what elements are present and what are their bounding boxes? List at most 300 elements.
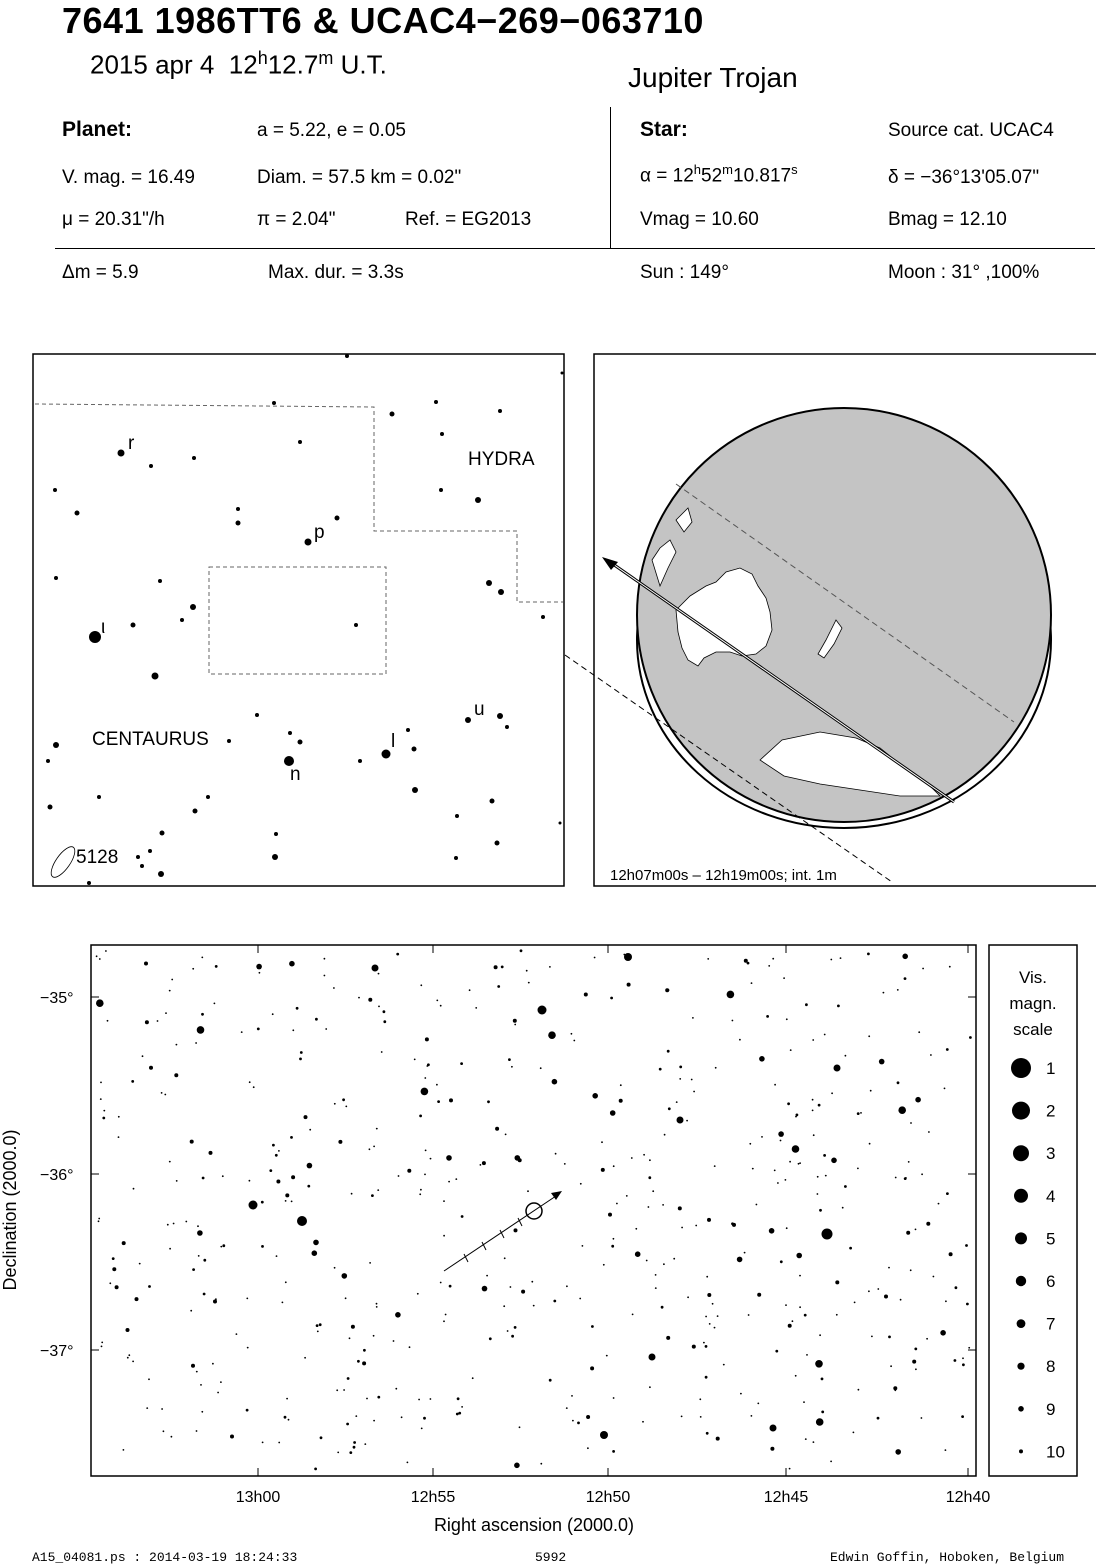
field-star [115,1285,119,1289]
legend-label-10: 10 [1046,1442,1065,1462]
magnitude-legend [989,945,1077,1476]
ra-h-unit: h [693,162,702,177]
field-star [586,1415,590,1419]
field-star [868,1290,870,1292]
field-star [888,1267,890,1269]
legend-dot-5 [1015,1232,1027,1244]
field-star [333,987,335,989]
field-star [373,1420,375,1422]
field-star [253,1086,255,1088]
legend-dot-7 [1017,1319,1026,1328]
field-star [580,1183,582,1185]
field-star [307,1163,313,1169]
path-direction-arrow [602,557,618,570]
field-star [497,985,500,988]
field-star [857,1112,860,1115]
field-star [707,1293,711,1297]
field-star [495,1127,499,1131]
field-star [613,1397,615,1399]
field-star [220,1246,222,1248]
field-star [643,1154,645,1156]
field-star [553,1300,556,1303]
event-date: 2015 apr 4 [90,49,215,80]
field-star [313,1240,319,1246]
field-star [425,1037,429,1041]
legend-dot-3 [1013,1145,1029,1161]
field-star [257,1028,260,1031]
field-star [420,984,422,986]
field-star [292,1029,294,1031]
field-star [668,1107,671,1110]
page-title: 7641 1986TT6 & UCAC4−269−063710 [62,0,704,41]
field-star [573,1040,575,1042]
field-star [821,1378,824,1381]
field-star [417,1293,419,1295]
field-star [752,1168,754,1170]
field-star [676,1101,678,1103]
field-star [830,959,832,961]
field-star [446,1155,452,1161]
field-star [139,1263,141,1265]
field-star [169,1161,171,1163]
field-star [555,1153,557,1155]
field-star [222,1244,225,1247]
field-star [552,1079,558,1085]
field-star [461,1406,463,1408]
field-star [230,1435,234,1439]
field-star [520,949,523,952]
legend-label-1: 1 [1046,1059,1056,1078]
field-star [426,1065,428,1067]
field-star [774,1170,776,1172]
field-star [549,1379,552,1382]
field-star [858,1389,860,1391]
field-star [860,1112,862,1114]
field-star [203,1293,206,1296]
field-star [201,957,203,959]
field-star [291,1175,295,1179]
field-star [766,1015,769,1018]
field-star [338,1140,342,1144]
field-star [655,1274,657,1276]
field-star [572,1420,574,1422]
field-star [582,1245,584,1247]
field-star [780,1140,782,1142]
bright-field-star [770,1425,777,1432]
field-star [135,1297,139,1301]
field-star [487,1100,490,1103]
field-star [898,1106,906,1114]
field-star [940,1330,946,1336]
field-star [456,1413,459,1416]
field-star [681,1227,683,1229]
star-label-iota: ι [101,617,106,638]
field-star [383,1020,386,1023]
asteroid-track [444,1196,556,1271]
field-star [774,1084,776,1086]
field-star [144,962,148,966]
field-star [789,1161,791,1163]
planet-motion: μ = 20.31"/h [62,209,165,230]
field-star [831,1158,837,1164]
field-star [513,1019,517,1023]
field-star [510,1286,512,1288]
field-star [717,1315,719,1317]
field-star [902,954,908,960]
field-star [732,1223,736,1227]
field-star [198,1255,200,1257]
field-star [98,1218,100,1220]
field-star [458,1412,461,1415]
field-star [290,1136,293,1139]
field-star [236,1333,238,1335]
constellation-hydra: HYDRA [468,449,535,470]
field-star [420,1189,422,1191]
starmap-frame [33,354,564,886]
legend-dot-1 [1011,1058,1031,1078]
field-star [171,1436,173,1438]
field-star [215,965,218,968]
field-star [196,1371,198,1373]
bright-field-star [600,1431,608,1439]
field-star [692,1345,696,1349]
field-star [118,1116,120,1118]
field-star [262,1442,264,1444]
field-star [395,1312,401,1318]
field-star [220,1381,222,1383]
field-star [376,1306,378,1308]
field-star [461,1215,464,1218]
field-star [712,1303,714,1305]
field-star [549,966,551,968]
field-star [780,1260,783,1263]
field-star [679,1066,682,1069]
max-duration: Max. dur. = 3.3s [268,262,404,283]
constellation-centaurus: CENTAURUS [92,729,209,750]
field-star [401,1416,403,1418]
field-star [849,1247,852,1250]
field-star [249,1180,251,1182]
legend-label-8: 8 [1046,1357,1056,1377]
footer-author: Edwin Goffin, Hoboken, Belgium [830,1550,1065,1565]
field-star [610,1110,616,1116]
field-star [528,982,530,984]
field-star [430,1398,432,1400]
field-star [349,1451,352,1454]
field-star [503,1305,505,1307]
field-star [703,1342,705,1344]
field-star [796,1253,802,1259]
magnitude-drop: Δm = 5.9 [62,262,139,283]
field-star [425,1150,427,1152]
field-star [514,1326,517,1329]
field-star [112,1267,116,1271]
field-star [337,1452,339,1454]
field-star [778,1131,784,1137]
field-star [910,1269,912,1271]
field-star [342,1098,345,1101]
field-star [190,1310,192,1312]
field-star [723,1364,725,1366]
field-star [921,1173,923,1175]
field-star [867,953,870,956]
field-star [649,1159,651,1161]
field-star [786,1227,788,1229]
field-star [378,1006,380,1008]
field-star [751,982,753,984]
field-star [436,1000,438,1002]
field-star [118,1136,120,1138]
field-star [472,1377,474,1379]
field-star [460,1062,463,1065]
event-hour: 12 [228,49,258,80]
field-star [606,1355,608,1357]
field-star [877,1417,880,1420]
field-star [200,1384,202,1386]
field-star [309,1129,311,1131]
field-star [949,966,951,968]
star-source-catalog: Source cat. UCAC4 [888,120,1054,141]
field-star [681,1416,683,1418]
field-star [879,1059,885,1065]
field-star [519,1426,521,1428]
field-star [945,1300,947,1302]
field-star [579,1298,581,1300]
field-star [949,1252,953,1256]
field-star [678,1206,682,1210]
sun-elongation: Sun : 149° [640,262,729,283]
field-star [663,1263,665,1265]
field-star [324,975,326,977]
field-star [96,999,104,1007]
field-star [196,1430,198,1432]
field-star [101,1346,103,1348]
field-star [691,1079,693,1081]
field-star [612,1450,615,1453]
field-star [185,1221,187,1223]
field-star [126,1328,130,1332]
field-star [705,1345,708,1348]
field-star [148,1285,151,1288]
footer-file-info: A15_04081.ps : 2014-03-19 18:24:33 [32,1550,298,1565]
field-star [890,1365,892,1367]
field-star [285,1200,287,1202]
field-star [296,1007,299,1010]
field-star [161,1408,163,1410]
field-star [197,1230,203,1236]
ytick-36: −36° [40,1167,74,1184]
xtick-12h45: 12h45 [763,1489,809,1506]
field-star [687,1296,689,1298]
field-star [197,1026,205,1034]
field-star [837,1005,840,1008]
field-star [334,1267,336,1269]
field-star [278,1150,280,1152]
field-star [423,1417,426,1420]
field-star [804,1314,807,1317]
field-star [215,1298,217,1300]
field-star [247,1347,249,1349]
field-star [706,1432,709,1435]
field-star [164,1094,166,1096]
field-star [906,1231,910,1235]
field-star [642,1421,644,1423]
field-star [455,1178,457,1180]
field-star [727,991,735,999]
field-star [824,1034,826,1036]
star-label-u: u [474,699,485,720]
legend-title-2: magn. [1009,994,1057,1013]
field-star [320,1436,323,1439]
field-star [285,1193,289,1197]
field-star [275,1154,278,1157]
field-star [146,1407,148,1409]
field-star [128,1354,130,1356]
field-star [213,1300,217,1304]
globe-panel [565,354,1096,886]
field-star [594,957,596,959]
field-star [926,1338,928,1340]
field-star [884,1295,888,1299]
field-star [962,1363,965,1366]
field-star [373,1335,375,1337]
field-star [514,1024,516,1026]
galaxy-label: 5128 [76,847,119,868]
star-heading: Star: [640,118,688,141]
field-star [362,1361,366,1365]
field-star [142,1055,144,1057]
field-star [825,1175,827,1177]
field-star [666,1336,670,1340]
field-star [319,1323,322,1326]
field-star [946,1048,949,1051]
field-star [421,1088,429,1096]
bright-field-star [297,1216,307,1226]
field-star [358,997,360,999]
field-star [836,1314,838,1316]
field-star [626,1195,628,1197]
field-star [627,983,631,987]
field-star [314,1468,317,1471]
field-star [945,1449,947,1451]
field-star [163,1430,165,1432]
ytick-35: −35° [40,990,74,1007]
xtick-12h40: 12h40 [945,1489,991,1506]
field-star [291,1201,293,1203]
field-star [908,1161,910,1163]
field-star [393,1340,395,1342]
field-star [98,1220,100,1222]
field-star [667,989,670,992]
field-star [709,1323,711,1325]
ytick-37: −37° [40,1343,74,1360]
field-star [648,1206,650,1208]
field-star [286,1398,288,1400]
field-star [584,993,588,997]
star-label-p: p [314,522,325,543]
field-star [351,1325,355,1329]
field-star [161,1092,163,1094]
detail-stars [96,949,972,1470]
field-star [149,1066,153,1070]
field-star [707,1218,711,1222]
field-star [443,1235,445,1237]
field-star [299,1058,302,1061]
field-star [217,1392,219,1394]
field-star [489,1337,492,1340]
x-axis-label: Right ascension (2000.0) [433,1515,635,1535]
field-star [601,1141,603,1143]
field-star [377,1189,379,1191]
field-star [486,1275,488,1277]
field-star [527,1190,529,1192]
field-star [202,1177,205,1180]
minute-unit: m [318,48,334,68]
field-star [366,1398,368,1400]
field-star [169,990,171,992]
field-star [176,1044,178,1046]
field-star [819,1334,821,1336]
field-star [376,1303,378,1305]
field-star [813,1441,815,1443]
field-star [789,1468,791,1470]
field-star [635,1228,637,1230]
field-star [407,1462,409,1464]
field-star [895,1449,901,1455]
field-star [706,1276,708,1278]
field-star [261,1201,264,1204]
field-star [566,1285,568,1287]
field-star [304,1357,306,1359]
field-star [526,970,528,972]
field-star [954,1359,957,1362]
field-star [757,1293,761,1297]
field-star [757,1403,759,1405]
field-star [928,1131,930,1133]
field-star [443,1320,445,1322]
ra-s-unit: s [791,162,798,177]
field-star [739,1039,741,1041]
field-star [777,1182,779,1184]
field-star [655,1287,657,1289]
field-star [635,1251,641,1257]
field-star [533,1305,535,1307]
field-star [815,1360,823,1368]
field-star [904,977,907,980]
footer-number: 5992 [535,1550,567,1565]
legend-dot-2 [1012,1102,1030,1120]
planet-vmag: V. mag. = 16.49 [62,167,195,188]
field-star [842,1207,844,1209]
field-star [844,1185,847,1188]
field-star [517,1464,519,1466]
field-star [276,1180,280,1184]
field-star [363,1349,366,1352]
field-star [969,1036,972,1039]
field-star [868,1035,870,1037]
field-star [785,1179,787,1181]
field-star [272,1144,275,1147]
field-star [480,1164,482,1166]
field-star [195,1042,197,1044]
field-star [714,1165,716,1167]
field-star [759,1056,765,1062]
field-star [190,1140,194,1144]
bright-field-star [624,953,632,961]
field-star [592,1093,598,1099]
field-star [926,1222,930,1226]
bright-field-star [834,1065,841,1072]
